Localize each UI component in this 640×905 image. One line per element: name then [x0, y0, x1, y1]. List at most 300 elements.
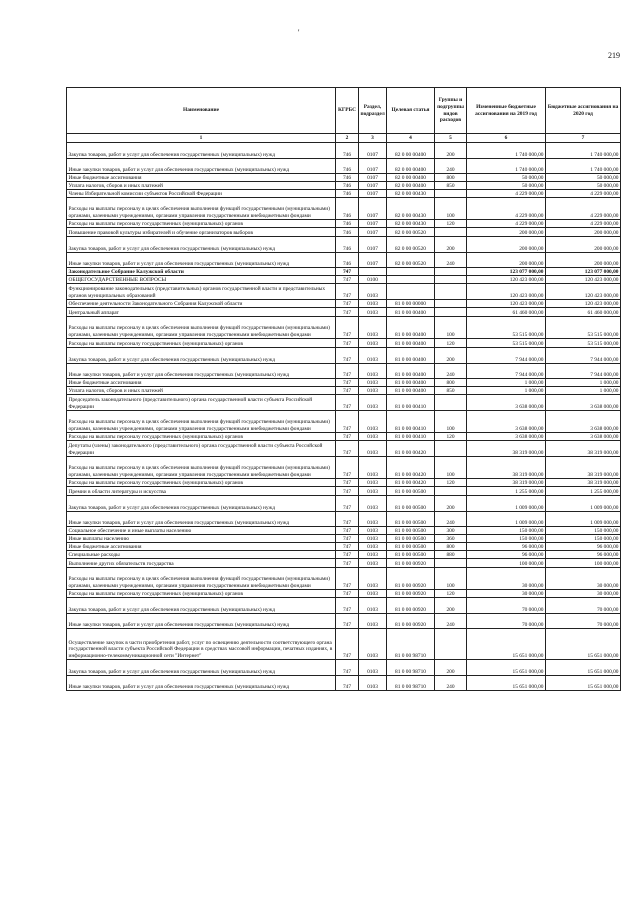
row-target-article [387, 284, 435, 300]
row-razdel: 0103 [359, 364, 387, 379]
table-row [67, 676, 621, 691]
row-expense-type: 200 [435, 598, 467, 614]
table-row [67, 253, 621, 268]
row-kvsr: 747 [336, 629, 359, 660]
row-name: Выполнение других обязательств государства [67, 559, 336, 568]
row-amount-2020: 30 000,00 [546, 568, 621, 590]
table-row [67, 364, 621, 379]
row-amount-2020: 4 229 000,00 [546, 190, 621, 198]
row-razdel: 0103 [359, 379, 387, 387]
row-razdel: 0107 [359, 182, 387, 190]
row-amount-2019: 1 255 000,00 [467, 487, 546, 496]
table-row [67, 590, 621, 598]
row-amount-2020: 38 319 000,00 [546, 441, 621, 457]
row-razdel: 0103 [359, 339, 387, 348]
row-name: Члены Избирательной комиссии субъектов Российской Федерации [67, 190, 336, 198]
table-row [67, 551, 621, 559]
row-expense-type: 300 [435, 527, 467, 535]
row-target-article: 81 0 00 98710 [387, 629, 435, 660]
row-amount-2020: 38 319 000,00 [546, 479, 621, 487]
row-amount-2020: 3 638 000,00 [546, 433, 621, 441]
row-amount-2020: 15 651 000,00 [546, 676, 621, 691]
row-target-article: 81 0 00 00420 [387, 457, 435, 479]
column-number: 5 [435, 134, 467, 143]
row-name: Закупка товаров, работ и услуг для обеспечения государственных (муниципальных) нужд [67, 496, 336, 512]
row-expense-type [435, 268, 467, 276]
row-target-article: 81 0 00 00500 [387, 527, 435, 535]
row-razdel: 0103 [359, 284, 387, 300]
table-row [67, 395, 621, 411]
row-kvsr: 747 [336, 317, 359, 339]
row-target-article: 81 0 00 98710 [387, 660, 435, 676]
row-amount-2019: 38 319 000,00 [467, 457, 546, 479]
column-numbers-row [67, 134, 621, 143]
row-amount-2020: 7 944 000,00 [546, 364, 621, 379]
row-target-article: 81 0 00 00420 [387, 479, 435, 487]
row-amount-2019: 7 944 000,00 [467, 348, 546, 364]
row-target-article: 81 0 00 00920 [387, 590, 435, 598]
row-kvsr: 747 [336, 660, 359, 676]
row-amount-2020: 15 651 000,00 [546, 660, 621, 676]
row-target-article: 81 0 00 00410 [387, 433, 435, 441]
row-razdel: 0103 [359, 590, 387, 598]
column-number: 4 [387, 134, 435, 143]
row-name: Расходы на выплаты персоналу в целях обеспечения выполнения функций государственными (муниципальными) органами, казенными учреждениями, органами управления государственными внебюджетными фондами [67, 411, 336, 433]
row-amount-2020: 30 000,00 [546, 590, 621, 598]
row-razdel [359, 268, 387, 276]
top-mark: ' [298, 28, 300, 37]
header-expense-type: Группы и подгруппы видов расходов [435, 88, 467, 134]
row-amount-2020: 4 229 000,00 [546, 198, 621, 220]
row-expense-type: 100 [435, 568, 467, 590]
row-kvsr: 747 [336, 559, 359, 568]
table-row [67, 237, 621, 253]
table-row [67, 198, 621, 220]
column-number: 7 [546, 134, 621, 143]
table-row [67, 387, 621, 395]
row-kvsr: 746 [336, 190, 359, 198]
row-razdel: 0103 [359, 527, 387, 535]
row-expense-type [435, 300, 467, 308]
row-amount-2020: 70 000,00 [546, 598, 621, 614]
row-name: Расходы на выплаты персоналу государственных (муниципальных) органов [67, 590, 336, 598]
row-amount-2019: 1 009 000,00 [467, 512, 546, 527]
header-razdel: Раздел, подраздел [359, 88, 387, 134]
row-kvsr: 747 [336, 535, 359, 543]
row-expense-type: 850 [435, 387, 467, 395]
row-amount-2020: 96 000,00 [546, 543, 621, 551]
row-expense-type: 240 [435, 676, 467, 691]
row-amount-2019: 100 000,00 [467, 559, 546, 568]
row-expense-type: 200 [435, 496, 467, 512]
row-amount-2020: 200 000,00 [546, 253, 621, 268]
row-expense-type: 880 [435, 551, 467, 559]
row-amount-2020: 200 000,00 [546, 237, 621, 253]
row-razdel: 0103 [359, 543, 387, 551]
row-target-article: 82 0 00 00400 [387, 174, 435, 182]
row-amount-2020: 15 651 000,00 [546, 629, 621, 660]
row-amount-2020: 1 009 000,00 [546, 496, 621, 512]
row-target-article: 81 0 00 00920 [387, 614, 435, 629]
row-amount-2019: 50 000,00 [467, 174, 546, 182]
table-row [67, 559, 621, 568]
row-razdel: 0107 [359, 174, 387, 182]
table-row [67, 535, 621, 543]
row-amount-2019: 30 000,00 [467, 590, 546, 598]
table-row [67, 379, 621, 387]
row-target-article: 82 0 00 00400 [387, 159, 435, 174]
row-kvsr: 747 [336, 598, 359, 614]
row-target-article: 81 0 00 00400 [387, 317, 435, 339]
row-amount-2020: 50 000,00 [546, 182, 621, 190]
table-row [67, 598, 621, 614]
row-name: Иные закупки товаров, работ и услуг для обеспечения государственных (муниципальных) нужд [67, 159, 336, 174]
row-amount-2020: 4 229 000,00 [546, 220, 621, 228]
row-amount-2019: 70 000,00 [467, 614, 546, 629]
table-row [67, 441, 621, 457]
table-row [67, 543, 621, 551]
row-razdel: 0107 [359, 143, 387, 159]
table-row [67, 660, 621, 676]
row-target-article: 81 0 00 00400 [387, 308, 435, 317]
row-name: Расходы на выплаты персоналу в целях обеспечения выполнения функций государственными (муниципальными) органами, казенными учреждениями, органами управления государственными внебюджетными фондами [67, 317, 336, 339]
row-target-article: 81 0 00 00400 [387, 364, 435, 379]
row-amount-2019: 200 000,00 [467, 237, 546, 253]
row-amount-2019: 53 515 000,00 [467, 317, 546, 339]
row-name: Расходы на выплаты персоналу в целях обеспечения выполнения функций государственными (муниципальными) органами, казенными учреждениями, органами управления государственными внебюджетными фондами [67, 198, 336, 220]
row-amount-2019: 3 638 000,00 [467, 433, 546, 441]
row-kvsr: 746 [336, 228, 359, 237]
row-razdel: 0107 [359, 253, 387, 268]
row-target-article: 82 0 00 00430 [387, 220, 435, 228]
row-kvsr: 747 [336, 457, 359, 479]
table-row [67, 228, 621, 237]
row-razdel: 0107 [359, 237, 387, 253]
row-expense-type [435, 559, 467, 568]
row-target-article: 82 0 00 00520 [387, 253, 435, 268]
row-amount-2019: 96 000,00 [467, 543, 546, 551]
row-kvsr: 746 [336, 143, 359, 159]
row-kvsr: 747 [336, 568, 359, 590]
table-row [67, 512, 621, 527]
row-name: Расходы на выплаты персоналу в целях обеспечения выполнения функций государственными (муниципальными) органами, казенными учреждениями, органами управления государственными внебюджетными фондами [67, 568, 336, 590]
row-name: Иные закупки товаров, работ и услуг для обеспечения государственных (муниципальных) нужд [67, 253, 336, 268]
row-amount-2020: 150 000,00 [546, 527, 621, 535]
row-expense-type: 850 [435, 182, 467, 190]
row-amount-2019: 1 740 000,00 [467, 143, 546, 159]
row-name: Председатель законодательного (представительного) органа государственной власти субъекта Российской Федерации [67, 395, 336, 411]
row-expense-type: 800 [435, 379, 467, 387]
row-kvsr: 747 [336, 479, 359, 487]
row-target-article: 82 0 00 00520 [387, 228, 435, 237]
row-amount-2019: 15 651 000,00 [467, 676, 546, 691]
row-amount-2019: 1 740 000,00 [467, 159, 546, 174]
row-amount-2019: 120 423 000,00 [467, 284, 546, 300]
row-name: Уплата налогов, сборов и иных платежей [67, 182, 336, 190]
row-target-article: 82 0 00 00430 [387, 190, 435, 198]
row-razdel: 0103 [359, 551, 387, 559]
row-amount-2019: 200 000,00 [467, 228, 546, 237]
row-amount-2020: 150 000,00 [546, 535, 621, 543]
row-kvsr: 747 [336, 379, 359, 387]
row-amount-2019: 15 651 000,00 [467, 629, 546, 660]
row-name: Центральный аппарат [67, 308, 336, 317]
row-razdel: 0103 [359, 317, 387, 339]
row-kvsr: 747 [336, 387, 359, 395]
row-amount-2019: 200 000,00 [467, 253, 546, 268]
row-target-article: 81 0 00 98710 [387, 676, 435, 691]
row-amount-2019: 150 000,00 [467, 527, 546, 535]
table-row [67, 268, 621, 276]
header-kvsr: КГРБС [336, 88, 359, 134]
row-kvsr: 747 [336, 395, 359, 411]
table-row [67, 568, 621, 590]
row-target-article: 81 0 00 00500 [387, 551, 435, 559]
row-amount-2020: 7 944 000,00 [546, 348, 621, 364]
row-razdel: 0103 [359, 629, 387, 660]
table-row [67, 308, 621, 317]
row-amount-2019: 1 009 000,00 [467, 496, 546, 512]
row-razdel: 0103 [359, 676, 387, 691]
row-expense-type: 200 [435, 143, 467, 159]
row-amount-2019: 4 229 000,00 [467, 220, 546, 228]
row-target-article: 81 0 00 00500 [387, 512, 435, 527]
table-row [67, 348, 621, 364]
row-kvsr: 747 [336, 339, 359, 348]
row-amount-2019: 53 515 000,00 [467, 339, 546, 348]
row-expense-type: 100 [435, 198, 467, 220]
row-expense-type: 100 [435, 457, 467, 479]
row-target-article: 81 0 00 00410 [387, 411, 435, 433]
header-2019: Измененные бюджетные ассигнования на 2019 год [467, 88, 546, 134]
row-kvsr: 746 [336, 253, 359, 268]
row-expense-type: 100 [435, 317, 467, 339]
row-expense-type: 360 [435, 535, 467, 543]
row-amount-2020: 3 638 000,00 [546, 395, 621, 411]
row-razdel: 0103 [359, 411, 387, 433]
row-razdel: 0103 [359, 433, 387, 441]
row-expense-type: 800 [435, 543, 467, 551]
column-number: 3 [359, 134, 387, 143]
row-amount-2020: 96 000,00 [546, 551, 621, 559]
row-target-article: 81 0 00 00400 [387, 348, 435, 364]
row-target-article: 82 0 00 00400 [387, 143, 435, 159]
row-amount-2020: 200 000,00 [546, 228, 621, 237]
table-row [67, 339, 621, 348]
row-name: Законодательное Собрание Калужской области [67, 268, 336, 276]
row-name: Повышение правовой культуры избирателей и обучение организаторов выборов [67, 228, 336, 237]
row-target-article [387, 268, 435, 276]
row-expense-type [435, 629, 467, 660]
row-amount-2019: 96 000,00 [467, 551, 546, 559]
row-kvsr: 747 [336, 433, 359, 441]
row-amount-2020: 53 515 000,00 [546, 339, 621, 348]
row-amount-2020: 1 009 000,00 [546, 512, 621, 527]
row-target-article: 82 0 00 00400 [387, 182, 435, 190]
table-row [67, 479, 621, 487]
row-amount-2019: 120 423 000,00 [467, 300, 546, 308]
row-name: Расходы на выплаты персоналу государственных (муниципальных) органов [67, 339, 336, 348]
row-name: Расходы на выплаты персоналу государственных (муниципальных) органов [67, 479, 336, 487]
row-kvsr: 746 [336, 182, 359, 190]
row-target-article: 81 0 00 00400 [387, 339, 435, 348]
row-name: ОБЩЕГОСУДАРСТВЕННЫЕ ВОПРОСЫ [67, 276, 336, 284]
row-name: Иные закупки товаров, работ и услуг для обеспечения государственных (муниципальных) нужд [67, 364, 336, 379]
row-kvsr: 746 [336, 174, 359, 182]
row-kvsr: 747 [336, 276, 359, 284]
row-target-article: 81 0 00 00920 [387, 559, 435, 568]
row-amount-2020: 1 000,00 [546, 387, 621, 395]
row-kvsr: 747 [336, 551, 359, 559]
column-number: 1 [67, 134, 336, 143]
table-row [67, 300, 621, 308]
row-kvsr: 747 [336, 348, 359, 364]
row-amount-2019: 150 000,00 [467, 535, 546, 543]
row-name: Функционирование законодательных (представительных) органов государственной власти и представительных органов муниципальных образований [67, 284, 336, 300]
row-razdel: 0103 [359, 387, 387, 395]
row-amount-2019: 120 423 000,00 [467, 276, 546, 284]
row-razdel: 0103 [359, 496, 387, 512]
row-expense-type: 200 [435, 237, 467, 253]
row-name: Закупка товаров, работ и услуг для обеспечения государственных (муниципальных) нужд [67, 237, 336, 253]
column-number: 2 [336, 134, 359, 143]
table-row [67, 496, 621, 512]
row-amount-2020: 50 000,00 [546, 174, 621, 182]
table-row [67, 411, 621, 433]
row-razdel: 0103 [359, 568, 387, 590]
row-amount-2019: 30 000,00 [467, 568, 546, 590]
row-kvsr: 747 [336, 512, 359, 527]
row-expense-type: 800 [435, 174, 467, 182]
row-amount-2020: 120 423 000,00 [546, 300, 621, 308]
row-expense-type: 240 [435, 512, 467, 527]
row-razdel: 0107 [359, 190, 387, 198]
table-row [67, 174, 621, 182]
header-2020: Бюджетные ассигнования на 2020 год [546, 88, 621, 134]
row-name: Уплата налогов, сборов и иных платежей [67, 387, 336, 395]
row-amount-2019: 38 319 000,00 [467, 441, 546, 457]
row-razdel: 0107 [359, 220, 387, 228]
row-amount-2019: 3 638 000,00 [467, 395, 546, 411]
row-razdel: 0103 [359, 457, 387, 479]
header-target-article: Целевая статья [387, 88, 435, 134]
row-expense-type [435, 284, 467, 300]
row-name: Расходы на выплаты персоналу в целях обеспечения выполнения функций государственными (муниципальными) органами, казенными учреждениями, органами управления государственными внебюджетными фондами [67, 457, 336, 479]
row-name: Осуществление закупок в части приобретения работ, услуг по освещению деятельности соответствующего органа государственной власти субъекта Российской Федерации в средствах массовой информации, печатных изданиях, в информационно-телекоммуникационной сети "Интернет" [67, 629, 336, 660]
table-body [67, 143, 621, 691]
row-razdel: 0103 [359, 598, 387, 614]
row-target-article: 81 0 00 00420 [387, 441, 435, 457]
row-kvsr: 747 [336, 590, 359, 598]
row-amount-2019: 7 944 000,00 [467, 364, 546, 379]
row-amount-2020: 1 740 000,00 [546, 159, 621, 174]
row-amount-2019: 4 229 000,00 [467, 198, 546, 220]
row-expense-type: 120 [435, 590, 467, 598]
table-row [67, 487, 621, 496]
row-amount-2020: 61 460 000,00 [546, 308, 621, 317]
row-razdel: 0107 [359, 159, 387, 174]
row-kvsr: 747 [336, 268, 359, 276]
row-kvsr: 747 [336, 308, 359, 317]
row-razdel: 0107 [359, 198, 387, 220]
row-expense-type: 240 [435, 614, 467, 629]
row-name: Иные выплаты населению [67, 535, 336, 543]
header-name: Наименование [67, 88, 336, 134]
row-name: Иные закупки товаров, работ и услуг для обеспечения государственных (муниципальных) нужд [67, 512, 336, 527]
row-razdel: 0103 [359, 487, 387, 496]
row-razdel: 0103 [359, 660, 387, 676]
row-expense-type: 240 [435, 253, 467, 268]
row-kvsr: 747 [336, 441, 359, 457]
page-number: 219 [608, 51, 620, 60]
row-name: Премии в области литературы и искусства [67, 487, 336, 496]
row-expense-type: 240 [435, 159, 467, 174]
row-expense-type: 120 [435, 220, 467, 228]
row-razdel: 0103 [359, 512, 387, 527]
row-kvsr: 747 [336, 487, 359, 496]
table-row [67, 433, 621, 441]
row-razdel: 0103 [359, 308, 387, 317]
row-expense-type: 120 [435, 433, 467, 441]
row-name: Закупка товаров, работ и услуг для обеспечения государственных (муниципальных) нужд [67, 143, 336, 159]
row-target-article: 81 0 00 00500 [387, 496, 435, 512]
row-name: Расходы на выплаты персоналу государственных (муниципальных) органов [67, 433, 336, 441]
row-razdel: 0107 [359, 228, 387, 237]
table-row [67, 159, 621, 174]
row-amount-2020: 3 638 000,00 [546, 411, 621, 433]
row-amount-2019: 38 319 000,00 [467, 479, 546, 487]
row-amount-2020: 120 423 000,00 [546, 284, 621, 300]
row-amount-2019: 123 077 000,00 [467, 268, 546, 276]
row-razdel: 0103 [359, 559, 387, 568]
row-amount-2020: 70 000,00 [546, 614, 621, 629]
column-number: 6 [467, 134, 546, 143]
row-amount-2019: 50 000,00 [467, 182, 546, 190]
row-target-article [387, 276, 435, 284]
row-name: Иные закупки товаров, работ и услуг для обеспечения государственных (муниципальных) нужд [67, 676, 336, 691]
row-expense-type [435, 228, 467, 237]
row-target-article: 81 0 00 00000 [387, 300, 435, 308]
row-name: Иные закупки товаров, работ и услуг для обеспечения государственных (муниципальных) нужд [67, 614, 336, 629]
row-kvsr: 747 [336, 614, 359, 629]
row-amount-2019: 1 000,00 [467, 387, 546, 395]
table-row [67, 614, 621, 629]
table-row [67, 629, 621, 660]
row-amount-2020: 120 423 000,00 [546, 276, 621, 284]
row-amount-2020: 123 077 000,00 [546, 268, 621, 276]
row-target-article: 81 0 00 00500 [387, 535, 435, 543]
row-kvsr: 746 [336, 159, 359, 174]
row-amount-2019: 3 638 000,00 [467, 411, 546, 433]
row-target-article: 81 0 00 00500 [387, 487, 435, 496]
row-name: Обеспечение деятельности Законодательного Собрания Калужской области [67, 300, 336, 308]
table-row [67, 190, 621, 198]
table-row [67, 276, 621, 284]
row-target-article: 81 0 00 00500 [387, 543, 435, 551]
row-target-article: 81 0 00 00400 [387, 387, 435, 395]
table-row [67, 220, 621, 228]
row-amount-2020: 1 255 000,00 [546, 487, 621, 496]
row-expense-type: 120 [435, 479, 467, 487]
row-razdel: 0103 [359, 441, 387, 457]
row-target-article: 82 0 00 00430 [387, 198, 435, 220]
row-expense-type: 200 [435, 660, 467, 676]
row-kvsr: 746 [336, 237, 359, 253]
row-kvsr: 746 [336, 220, 359, 228]
row-amount-2019: 4 229 000,00 [467, 190, 546, 198]
row-razdel: 0103 [359, 300, 387, 308]
row-kvsr: 747 [336, 496, 359, 512]
